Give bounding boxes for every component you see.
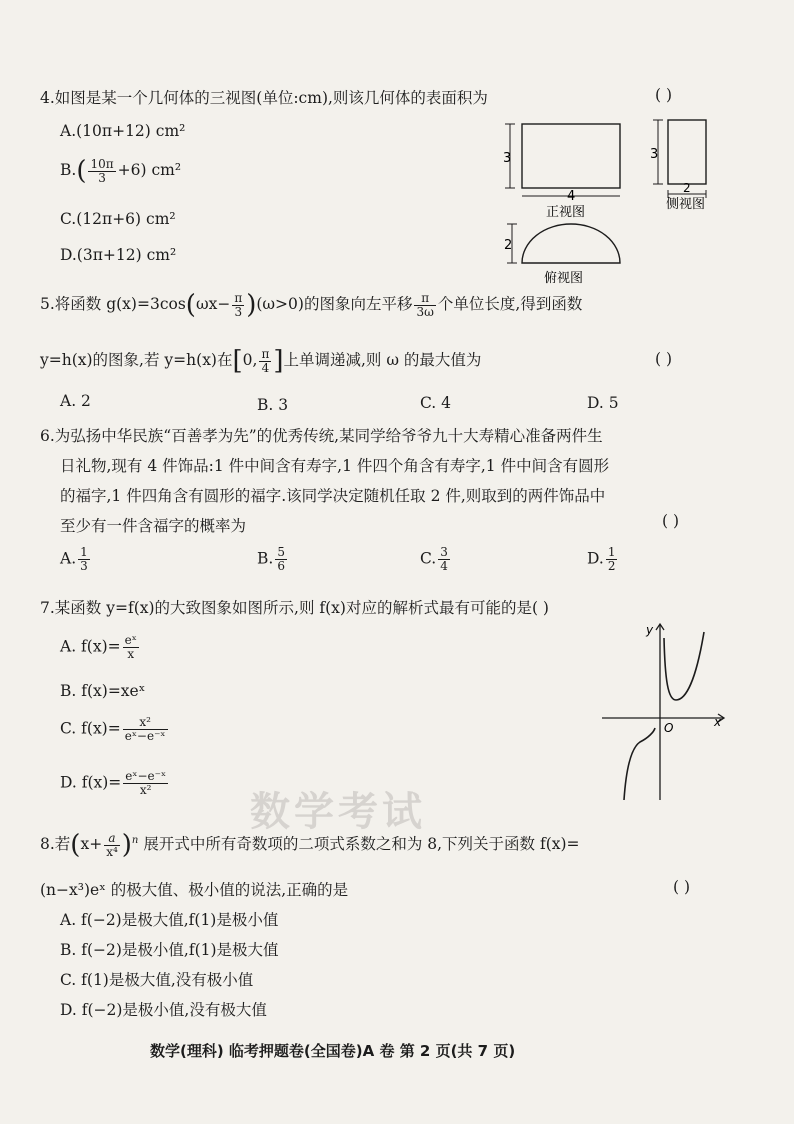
q4-three-view-diagram xyxy=(500,112,730,287)
side-view-rect xyxy=(668,120,706,184)
q4-option-d: D.(3π+12) cm² xyxy=(60,246,177,264)
q6-line3: 的福字,1 件四角含有圆形的福字.该同学决定随机任取 2 件,则取到的两件饰品中 xyxy=(60,487,606,505)
q7-stem: 7.某函数 y=f(x)的大致图象如图所示,则 f(x)对应的解析式最有可能的是( ) xyxy=(40,599,549,617)
q6-line1: 6.为弘扬中华民族“百善孝为先”的优秀传统,某同学给爷爷九十大寿精心准备两件生 xyxy=(40,427,603,445)
q6-line2: 日礼物,现有 4 件饰品:1 件中间含有寿字,1 件四个角含有寿字,1 件中间含有圆形 xyxy=(60,457,610,475)
q6-option-d: D. $\frac{1}{2}$ xyxy=(587,545,616,573)
q7-option-d: D. f(x)= $\frac{\text{eˣ−e⁻ˣ}}{\text{x²}}$ xyxy=(60,769,167,797)
q4-answer-bracket: ( ) xyxy=(655,86,673,104)
q8-option-b: B. f(−2)是极小值,f(1)是极大值 xyxy=(60,941,279,959)
right-branch-curve xyxy=(664,632,704,700)
page-footer: 数学(理科) 临考押题卷(全国卷)A 卷 第 2 页(共 7 页) xyxy=(150,1042,516,1060)
q6-option-b: B. $\frac{5}{6}$ xyxy=(257,545,285,573)
q5-line1: 5.将函数 g(x)=3cos(ωx− $\frac{\pi}{3}$ )(ω>0)的图象向左平移 $\frac{\pi}{3\omega}$ 个单位长度,得到函数 xyxy=(40,290,583,320)
q8-line2: (n−x³)eˣ 的极大值、极小值的说法,正确的是 xyxy=(40,881,349,899)
side-view-label: 侧视图 xyxy=(666,197,706,212)
watermark-text: 数学考试 xyxy=(250,789,426,835)
top-height-label: 2 xyxy=(504,238,513,253)
q6-option-c: C. $\frac{3}{4}$ xyxy=(420,545,448,573)
q5-option-d: D. 5 xyxy=(587,394,619,412)
front-view-rect xyxy=(522,124,620,188)
front-view-label: 正视图 xyxy=(546,205,586,220)
y-axis-label: y xyxy=(646,623,654,637)
q7-option-b: B. f(x)=xeˣ xyxy=(60,682,146,700)
q5-line2: y=h(x)的图象,若 y=h(x)在[0, $\frac{\pi}{4}$ ]上单调递减,则 ω 的最大值为 xyxy=(40,346,482,376)
q8-answer-bracket: ( ) xyxy=(673,878,691,896)
front-height-label: 3 xyxy=(503,151,512,166)
q7-option-a: A. f(x)= $\frac{\text{eˣ}}{x}$ xyxy=(60,633,137,661)
q5-option-a: A. 2 xyxy=(60,392,91,410)
q7-option-c: C. f(x)= $\frac{\text{x²}}{\text{eˣ−e⁻ˣ}}$ xyxy=(60,715,166,743)
top-view-semicircle xyxy=(522,224,620,263)
q8-option-d: D. f(−2)是极小值,没有极大值 xyxy=(60,1001,267,1019)
q8-option-c: C. f(1)是极大值,没有极小值 xyxy=(60,971,254,989)
q4-stem: 4.如图是某一个几何体的三视图(单位:cm),则该几何体的表面积为 xyxy=(40,89,488,107)
side-height-label: 3 xyxy=(650,147,659,162)
q4-option-b: B.( $\frac{10\pi}{3}$ +6) cm² xyxy=(60,156,182,186)
q6-line4: 至少有一件含福字的概率为 xyxy=(60,517,247,535)
q5-answer-bracket: ( ) xyxy=(655,350,673,368)
q5-option-c: C. 4 xyxy=(420,394,452,412)
origin-label: O xyxy=(664,721,674,735)
q8-line1: 8.若(x+ $\frac{a}{\text{x⁴}}$ )$^n$ 展开式中所有奇数项的二项式系数之和为 8,下列关于函数 f(x)= xyxy=(40,830,580,860)
q7-function-graph xyxy=(596,620,731,805)
side-width-label: 2 xyxy=(683,181,691,195)
q6-answer-bracket: ( ) xyxy=(662,512,680,530)
left-branch-curve xyxy=(624,728,655,800)
top-view-label: 俯视图 xyxy=(544,271,584,286)
q6-option-a: A. $\frac{1}{3}$ xyxy=(60,545,88,573)
q4-option-a: A.(10π+12) cm² xyxy=(60,122,186,140)
x-axis-label: x xyxy=(714,715,722,729)
q4-option-c: C.(12π+6) cm² xyxy=(60,210,176,228)
q5-option-b: B. 3 xyxy=(257,396,289,414)
q8-option-a: A. f(−2)是极大值,f(1)是极小值 xyxy=(60,911,279,929)
front-width-label: 4 xyxy=(567,189,576,204)
